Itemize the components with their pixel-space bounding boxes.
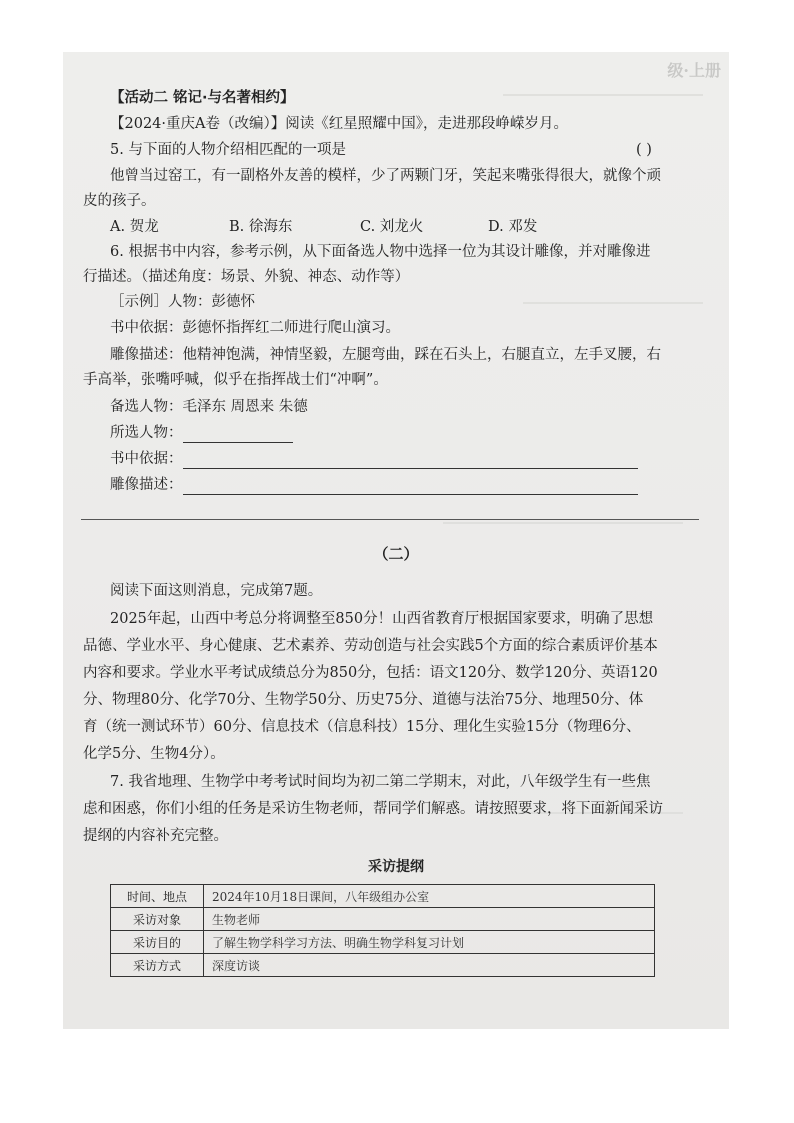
bleed-through-text: 级·上册 [667,61,721,80]
news-paragraph-line: 化学5分、生物4分）。 [83,746,225,762]
person-description: 皮的孩子。 [83,193,156,209]
option-d: D. 邓发 [488,219,538,235]
example-statue-desc: 雕像描述：他精神饱满，神情坚毅，左腿弯曲，踩在石头上，右腿直立，左手叉腰，右 [110,347,661,363]
row-label: 采访对象 [111,908,204,931]
row-value: 了解生物学科学习方法、明确生物学科复习计划 [204,931,655,954]
question-5-stem: 5. 与下面的人物介绍相匹配的一项是 [110,142,346,158]
news-paragraph-line: 2025年起，山西中考总分将调整至850分！山西省教育厅根据国家要求，明确了思想 [110,611,654,627]
answer-parenthesis: ( ) [636,142,652,158]
row-value: 2024年10月18日课间，八年级组办公室 [204,885,655,908]
chosen-person-blank[interactable] [183,426,293,443]
news-paragraph-line: 育（统一测试环节）60分、信息技术（信息科技）15分、理化生实验15分（物理6分、 [83,719,641,735]
row-label: 时间、地点 [111,885,204,908]
basis-blank[interactable] [183,452,638,469]
answer-blank-line[interactable] [81,519,699,520]
scanned-page [63,52,729,1029]
basis-label: 书中依据： [110,451,183,467]
news-paragraph-line: 内容和要求。学业水平考试成绩总分为850分，包括：语文120分、数学120分、英语120 [83,665,658,681]
table-row [111,908,655,931]
row-value: 深度访谈 [204,954,655,977]
news-paragraph-line: 分、物理80分、化学70分、生物学50分、历史75分、道德与法治75分、地理50分、体 [83,692,644,708]
option-a: A. 贺龙 [110,219,159,235]
news-paragraph-line: 品德、学业水平、身心健康、艺术素养、劳动创造与社会实践5个方面的综合素质评价基本 [83,638,658,654]
chosen-person-row [110,423,293,443]
row-label: 采访方式 [111,954,204,977]
row-label: 采访目的 [111,931,204,954]
table-row [111,954,655,977]
example-line: ［示例］人物：彭德怀 [110,294,255,310]
intro-text: 【2024·重庆A卷（改编）】阅读《红星照耀中国》，走进那段峥嵘岁月。 [110,116,568,132]
reading-prompt: 阅读下面这则消息，完成第7题。 [110,583,323,599]
example-statue-desc: 手高举，张嘴呼喊，似乎在指挥战士们“冲啊”。 [83,372,388,388]
example-basis: 书中依据：彭德怀指挥红二师进行爬山演习。 [110,320,400,336]
person-description: 他曾当过窑工，有一副格外友善的模样，少了两颗门牙，笑起来嘴张得很大，就像个顽 [110,168,661,184]
table-row [111,885,655,908]
option-c: C. 刘龙火 [360,219,424,235]
interview-outline-table [110,884,655,977]
candidate-list: 备选人物：毛泽东 周恩来 朱德 [110,399,308,415]
table-row [111,931,655,954]
question-7-text: 7. 我省地理、生物学中考考试时间均为初二第二学期末，对此，八年级学生有一些焦 [110,774,651,790]
option-b: B. 徐海东 [229,219,293,235]
statue-row [110,475,638,495]
statue-blank[interactable] [183,478,638,495]
statue-label: 雕像描述： [110,477,183,493]
section-heading: （二） [373,545,419,563]
question-7-text: 虑和困惑，你们小组的任务是采访生物老师，帮同学们解惑。请按照要求，将下面新闻采访 [83,801,663,817]
question-6-stem: 6. 根据书中内容，参考示例，从下面备选人物中选择一位为其设计雕像，并对雕像进 [110,244,651,260]
basis-row [110,449,638,469]
row-value: 生物老师 [204,908,655,931]
page-content [63,52,729,1029]
question-7-text: 提纲的内容补充完整。 [83,828,228,844]
question-6-stem: 行描述。（描述角度：场景、外貌、神态、动作等） [83,269,410,285]
chosen-person-label: 所选人物： [110,425,183,441]
activity-title: 【活动二 铭记·与名著相约】 [110,90,295,106]
outline-title: 采访提纲 [368,859,424,875]
